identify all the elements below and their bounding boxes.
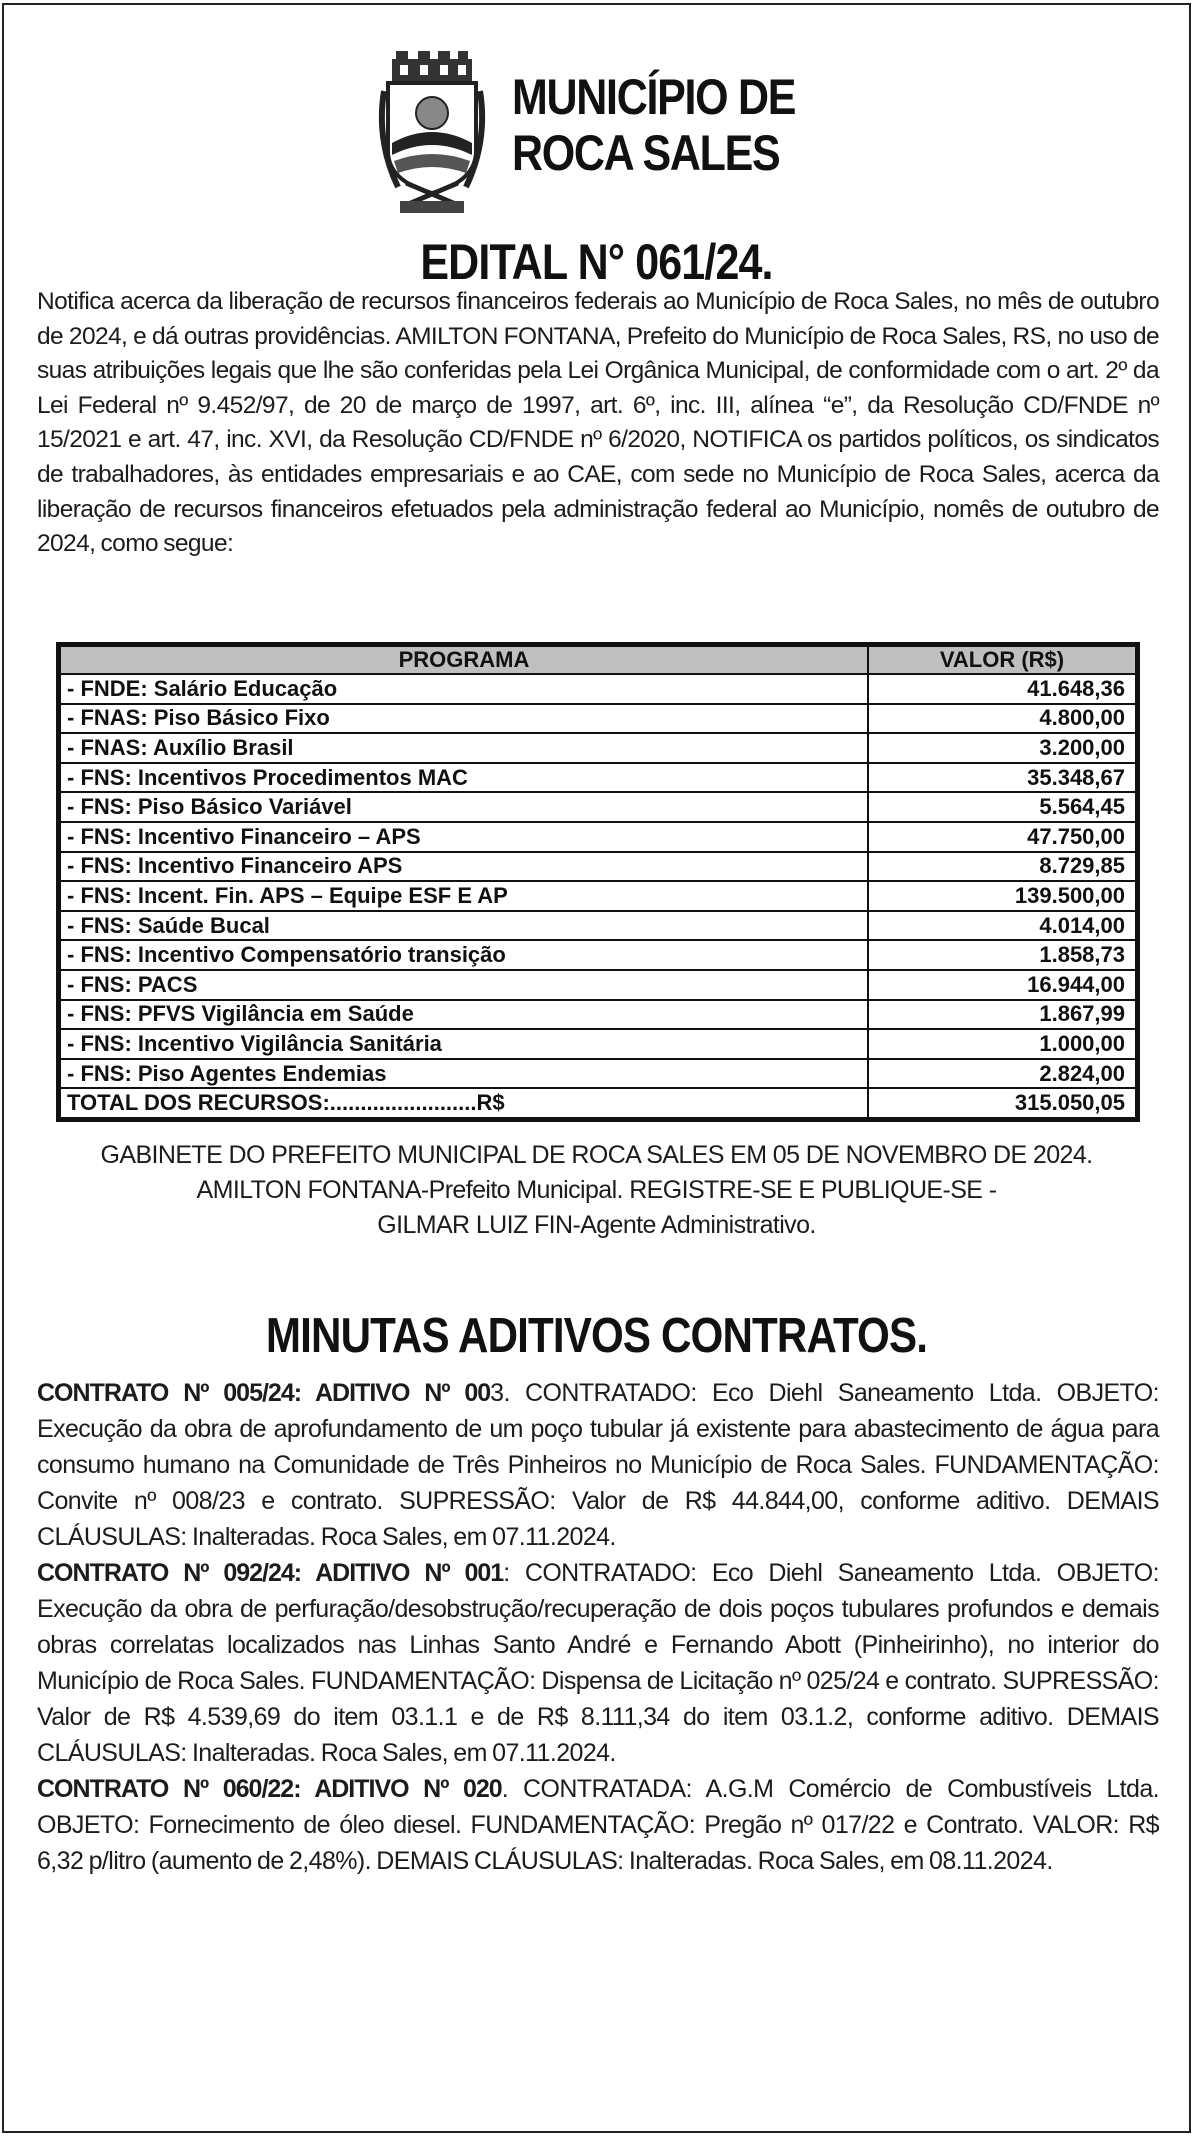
value-cell: 139.500,00 (868, 881, 1136, 911)
edital-intro: Notifica acerca da liberação de recursos financeiros federais ao Município de Roca Sales, no mês de outubro de 2024, e dá outras providências. AMILTON FONTANA, Prefeito do Município de Roca Sales, RS, no uso de suas atribuições legais que lhe são conferidas pela Lei Orgânica Municipal, de conformidade com o art. 2º da Lei Federal nº 9.452/97, de 20 de março de 1997, art. 6º, inc. III, alínea “e”, da Resolução CD/FNDE nº 15/2021 e art. 47, inc. XVI, da Resolução CD/FNDE nº 6/2020, NOTIFICA os partidos políticos, os sindicatos de trabalhadores, às entidades empresariais e ao CAE, com sede no Município de Roca Sales, acerca da liberação de recursos financeiros efetuados pela administração federal ao Município, nomês de outubro de 2024, como segue: (37, 288, 1159, 558)
value-cell: 8.729,85 (868, 852, 1136, 882)
program-cell: - FNS: PACS (60, 970, 868, 1000)
table-row (60, 1059, 1136, 1089)
program-cell: - FNS: Incentivo Financeiro – APS (60, 822, 868, 852)
closing-line3: GILMAR LUIZ FIN-Agente Administrativo. (377, 1211, 816, 1239)
minutas-title: MINUTAS ADITIVOS CONTRATOS. (265, 1309, 928, 1363)
table-row (60, 792, 1136, 822)
total-label-cell: TOTAL DOS RECURSOS:........................R$ (60, 1088, 868, 1118)
table-row (60, 852, 1136, 882)
value-cell: 47.750,00 (868, 822, 1136, 852)
resources-table-grid (59, 645, 1137, 1119)
table-row (60, 1029, 1136, 1059)
table-row (60, 970, 1136, 1000)
program-cell: - FNS: Saúde Bucal (60, 911, 868, 941)
contract-body: 3. CONTRATADO: Eco Diehl Saneamento Ltda. OBJETO: Execução da obra de aprofundamento de um poço tubular já existente para abastecimento de água para consumo humano na Comunidade de Três Pinheiros no Município de Roca Sales. FUNDAMENTAÇÃO: Convite nº 008/23 e contrato. SUPRESSÃO: Valor de R$ 44.844,00, conforme aditivo. DEMAIS CLÁUSULAS: Inalteradas. Roca Sales, em 07.11.2024. (37, 1379, 1159, 1551)
table-header-row (60, 646, 1136, 674)
program-cell: - FNS: Piso Básico Variável (60, 792, 868, 822)
contract-heading: CONTRATO Nº 060/22: ADITIVO Nº 020 (37, 1775, 502, 1803)
contract-body: . CONTRATADA: A.G.M Comércio de Combustíveis Ltda. OBJETO: Fornecimento de óleo diesel. FUNDAMENTAÇÃO: Pregão nº 017/22 e Contrato. VALOR: R$ 6,32 p/litro (aumento de 2,48%). DEMAIS CLÁUSULAS: Inalteradas. Roca Sales, em 08.11.2024. (37, 1775, 1159, 1875)
table-row (60, 1000, 1136, 1030)
municipality-name-line2: ROCA SALES (512, 125, 780, 181)
table-row (60, 822, 1136, 852)
value-cell: 4.014,00 (868, 911, 1136, 941)
total-value-cell: 315.050,05 (868, 1088, 1136, 1118)
value-cell: 1.867,99 (868, 1000, 1136, 1030)
program-cell: - FNAS: Auxílio Brasil (60, 733, 868, 763)
table-row (60, 911, 1136, 941)
value-cell: 2.824,00 (868, 1059, 1136, 1089)
table-row (60, 704, 1136, 734)
municipality-name-line1: MUNICÍPIO DE (512, 69, 796, 125)
contracts-list (37, 1375, 1159, 1879)
value-cell: 4.800,00 (868, 704, 1136, 734)
document-page (2, 3, 1191, 2133)
resources-table (56, 642, 1140, 1122)
program-cell: - FNS: Incentivo Financeiro APS (60, 852, 868, 882)
contract-item (37, 1771, 1159, 1879)
table-row (60, 881, 1136, 911)
program-cell: - FNS: Incentivo Compensatório transição (60, 940, 868, 970)
program-cell: - FNDE: Salário Educação (60, 674, 868, 704)
value-column-header: VALOR (R$) (868, 646, 1136, 674)
table-row (60, 940, 1136, 970)
value-cell: 3.200,00 (868, 733, 1136, 763)
value-cell: 41.648,36 (868, 674, 1136, 704)
value-cell: 1.858,73 (868, 940, 1136, 970)
value-cell: 35.348,67 (868, 763, 1136, 793)
program-column-header: PROGRAMA (60, 646, 868, 674)
contract-item (37, 1555, 1159, 1771)
program-cell: - FNS: Incentivo Vigilância Sanitária (60, 1029, 868, 1059)
program-cell: - FNS: PFVS Vigilância em Saúde (60, 1000, 868, 1030)
table-row (60, 763, 1136, 793)
table-row (60, 674, 1136, 704)
value-cell: 5.564,45 (868, 792, 1136, 822)
program-cell: - FNS: Incentivos Procedimentos MAC (60, 763, 868, 793)
contract-item (37, 1375, 1159, 1555)
value-cell: 16.944,00 (868, 970, 1136, 1000)
closing-block (4, 1138, 1189, 1243)
closing-line2: AMILTON FONTANA-Prefeito Municipal. REGISTRE-SE E PUBLIQUE-SE - (196, 1176, 997, 1204)
closing-line1: GABINETE DO PREFEITO MUNICIPAL DE ROCA SALES EM 05 DE NOVEMBRO DE 2024. (100, 1141, 1093, 1169)
contract-body: : CONTRATADO: Eco Diehl Saneamento Ltda. OBJETO: Execução da obra de perfuração/desobstrução/recuperação de dois poços tubulares profundos e demais obras correlatas localizados nas Linhas Santo André e Fernando Abott (Pinheirinho), no interior do Município de Roca Sales. FUNDAMENTAÇÃO: Dispensa de Licitação nº 025/24 e contrato. SUPRESSÃO: Valor de R$ 4.539,69 do item 03.1.1 e de R$ 8.111,34 do item 03.1.2, conforme aditivo. DEMAIS CLÁUSULAS: Inalteradas. Roca Sales, em 07.11.2024. (37, 1559, 1159, 1767)
header (372, 45, 892, 225)
table-total-row (60, 1088, 1136, 1118)
program-cell: - FNS: Incent. Fin. APS – Equipe ESF E AP (60, 881, 868, 911)
program-cell: - FNAS: Piso Básico Fixo (60, 704, 868, 734)
contract-heading: CONTRATO Nº 092/24: ADITIVO Nº 001 (37, 1559, 504, 1587)
edital-title: EDITAL N° 061/24. (420, 234, 773, 290)
value-cell: 1.000,00 (868, 1029, 1136, 1059)
table-row (60, 733, 1136, 763)
program-cell: - FNS: Piso Agentes Endemias (60, 1059, 868, 1089)
municipality-name (512, 69, 795, 181)
municipal-coat-of-arms-icon (378, 51, 486, 215)
contract-heading: CONTRATO Nº 005/24: ADITIVO Nº 00 (37, 1379, 491, 1407)
